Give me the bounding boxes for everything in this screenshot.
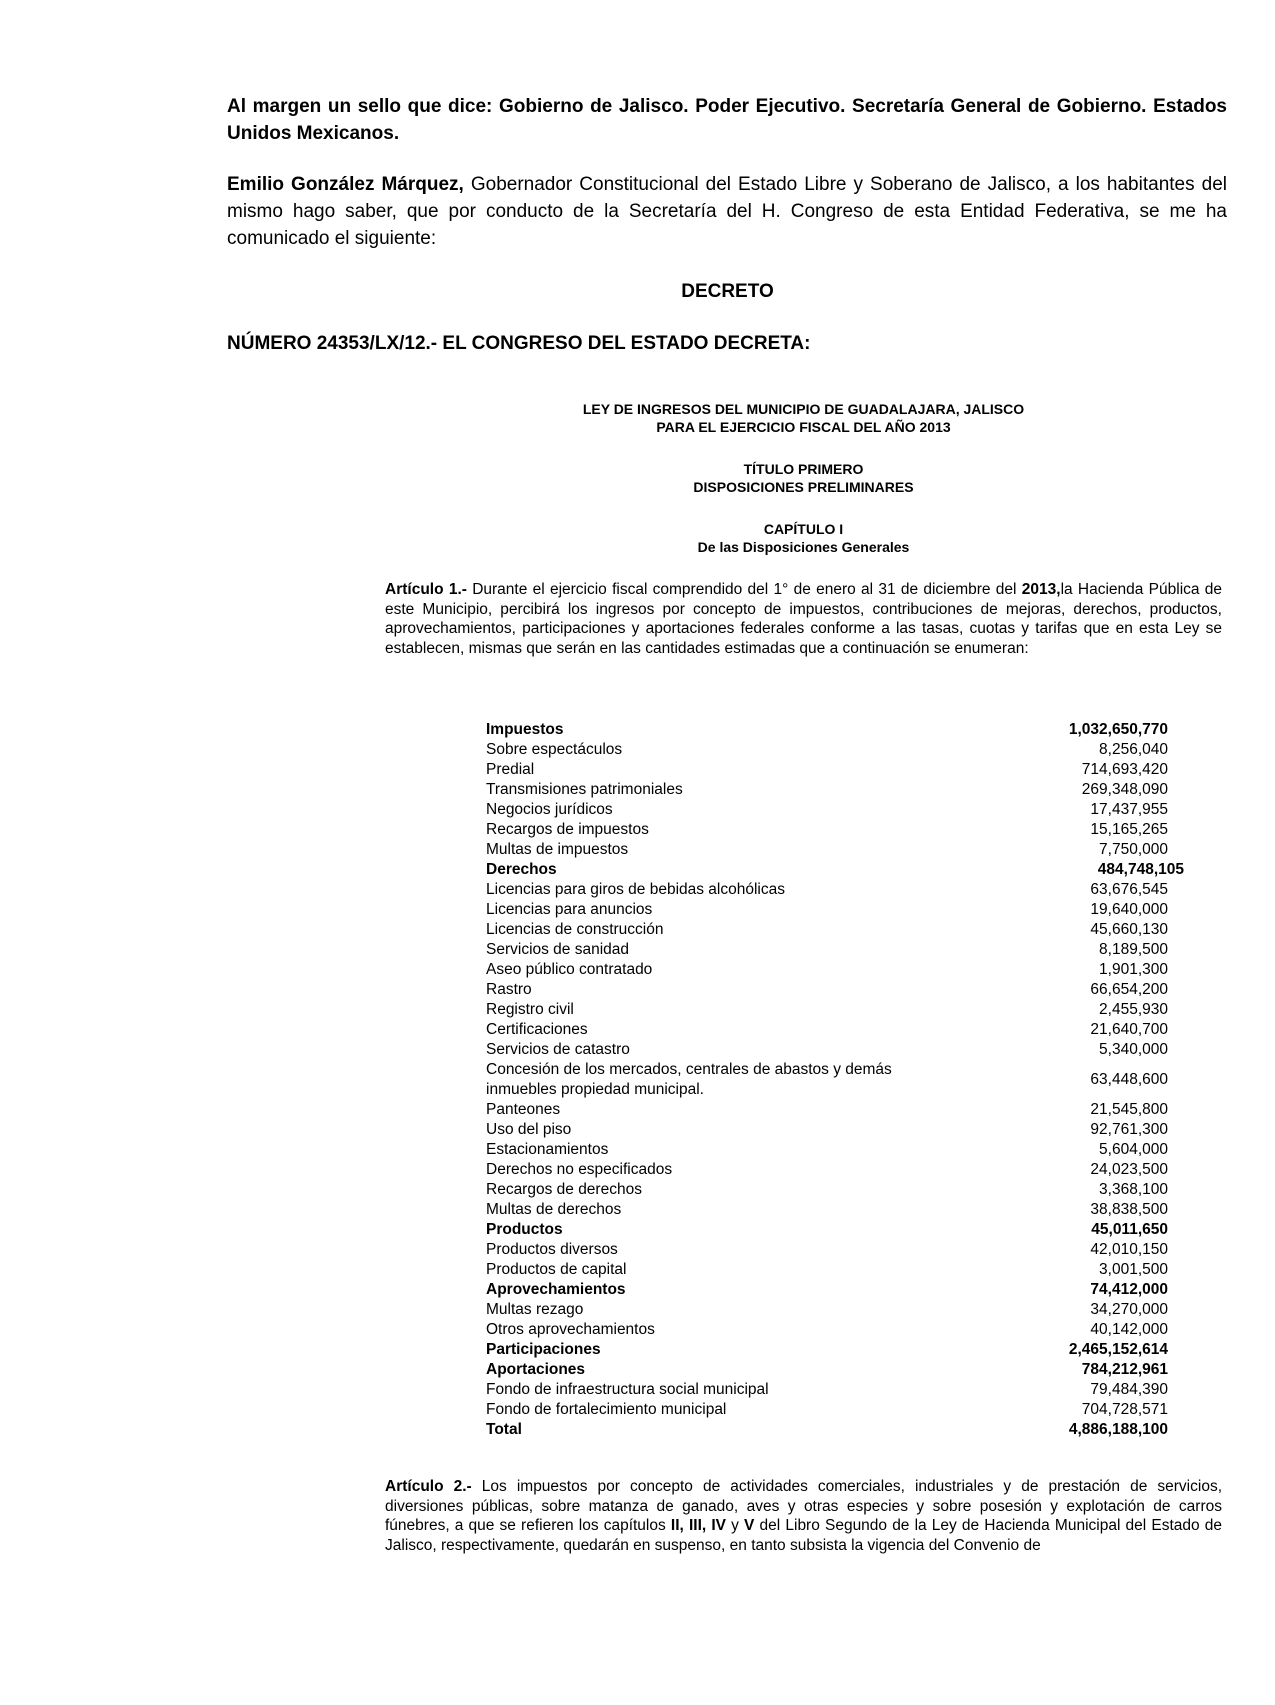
table-row [486, 760, 1168, 780]
income-amount: 1,032,650,770 [1068, 721, 1168, 738]
table-row [486, 1220, 1168, 1240]
promulgation-text: Gobernador Constitucional del Estado Libre y Soberano de Jalisco, a los habitantes del mismo hago saber, que por conducto de la Secretaría del H. Congreso de esta Entidad Federativa, se me ha comunicado el siguiente: [227, 174, 1227, 249]
income-concept: Servicios de catastro [486, 1041, 630, 1058]
table-row [486, 1380, 1168, 1400]
income-amount: 45,011,650 [1091, 1221, 1168, 1238]
income-amount: 19,640,000 [1090, 901, 1168, 918]
table-row [486, 960, 1168, 980]
table-row [486, 1160, 1168, 1180]
article-1-year: 2013, [1021, 581, 1061, 598]
table-row [486, 1200, 1168, 1220]
income-concept: Multas rezago [486, 1301, 584, 1318]
income-concept: Uso del piso [486, 1121, 572, 1138]
decree-heading: DECRETO [681, 281, 774, 302]
income-concept: Multas de impuestos [486, 841, 629, 858]
income-concept: Licencias para giros de bebidas alcohólicas [486, 881, 785, 898]
income-concept: Recargos de derechos [486, 1181, 642, 1198]
income-amount: 17,437,955 [1090, 801, 1168, 818]
income-concept: Registro civil [486, 1001, 574, 1018]
income-amount: 3,001,500 [1099, 1261, 1168, 1278]
income-amount: 784,212,961 [1081, 1361, 1168, 1378]
article-1-label: Artículo 1.- [385, 581, 467, 598]
income-concept: Productos diversos [486, 1241, 618, 1258]
table-row [486, 1120, 1168, 1140]
income-amount: 704,728,571 [1081, 1401, 1168, 1418]
article-2-chapters: II, III, IV [670, 1517, 726, 1534]
income-concept: Concesión de los mercados, centrales de abastos y demás inmuebles propiedad municipal. [486, 1061, 892, 1098]
article-2-label: Artículo 2.- [385, 1478, 472, 1495]
income-amount: 269,348,090 [1081, 781, 1168, 798]
income-concept: Aportaciones [486, 1361, 586, 1378]
article-2 [385, 1477, 1222, 1555]
table-row [486, 820, 1168, 840]
income-concept: Negocios jurídicos [486, 801, 613, 818]
income-amount: 714,693,420 [1081, 761, 1168, 778]
income-amount: 45,660,130 [1090, 921, 1168, 938]
income-concept: Fondo de fortalecimiento municipal [486, 1401, 727, 1418]
income-amount: 21,640,700 [1090, 1021, 1168, 1038]
table-row [486, 1240, 1168, 1260]
income-concept: Estacionamientos [486, 1141, 609, 1158]
income-table-body [486, 720, 1184, 1440]
capitulo-line1: CAPÍTULO I [763, 521, 844, 537]
table-row [486, 1040, 1168, 1060]
income-concept: Impuestos [486, 721, 564, 738]
income-amount: 42,010,150 [1090, 1241, 1168, 1258]
table-row [486, 1420, 1168, 1440]
income-concept: Aseo público contratado [486, 961, 653, 978]
income-concept: Derechos no especificados [486, 1161, 673, 1178]
table-row [486, 860, 1168, 880]
title-heading [385, 460, 1222, 496]
table-row [486, 1140, 1168, 1160]
table-row [486, 780, 1168, 800]
income-amount: 74,412,000 [1090, 1281, 1168, 1298]
income-concept: Servicios de sanidad [486, 941, 630, 958]
income-amount: 34,270,000 [1090, 1301, 1168, 1318]
income-amount: 15,165,265 [1090, 821, 1168, 838]
income-amount: 38,838,500 [1090, 1201, 1168, 1218]
income-concept: Productos de capital [486, 1261, 627, 1278]
table-row [486, 1320, 1168, 1340]
table-row [486, 900, 1168, 920]
table-row [486, 1100, 1168, 1120]
income-amount: 5,340,000 [1099, 1041, 1168, 1058]
titulo-line1: TÍTULO PRIMERO [743, 461, 864, 477]
income-amount: 40,142,000 [1090, 1321, 1168, 1338]
income-amount: 2,455,930 [1099, 1001, 1168, 1018]
income-concept: Transmisiones patrimoniales [486, 781, 683, 798]
table-row [486, 1300, 1168, 1320]
income-table [486, 720, 1184, 1440]
article-2-text-after: del Libro Segundo de la Ley de Hacienda Municipal del Estado de Jalisco, respectivamente, quedarán en suspenso, en tanto subsista la vigencia del Convenio de [385, 1517, 1223, 1554]
table-row [486, 1280, 1168, 1300]
table-row [486, 840, 1168, 860]
table-row [486, 1340, 1168, 1360]
table-row [486, 1360, 1168, 1380]
income-amount: 21,545,800 [1090, 1101, 1168, 1118]
article-2-text-before: Los impuestos por concepto de actividades comerciales, industriales y de prestación de servicios, diversiones públicas, sobre matanza de ganado, aves y otras especies y sobre posesión y explotación de carros fúnebres, a que se refieren los capítulos [385, 1478, 1222, 1534]
income-amount: 484,748,105 [1097, 861, 1184, 878]
income-concept: Recargos de impuestos [486, 821, 649, 838]
income-amount: 66,654,200 [1090, 981, 1168, 998]
article-2-chapter-v: V [744, 1517, 755, 1534]
table-row [486, 920, 1168, 940]
capitulo-line2: De las Disposiciones Generales [697, 539, 910, 555]
income-concept: Derechos [486, 861, 557, 878]
table-row [486, 740, 1168, 760]
income-concept: Sobre espectáculos [486, 741, 623, 758]
law-title [385, 400, 1222, 436]
income-amount: 63,676,545 [1090, 881, 1168, 898]
table-row [486, 1180, 1168, 1200]
income-concept: Fondo de infraestructura social municipal [486, 1381, 769, 1398]
income-concept: Rastro [486, 981, 532, 998]
income-amount: 92,761,300 [1090, 1121, 1168, 1138]
income-amount: 8,189,500 [1099, 941, 1168, 958]
article-1-text-after: la Hacienda Pública de este Municipio, percibirá los ingresos por concepto de impuestos, contribuciones de mejoras, derechos, productos, aprovechamientos, participaciones y aportaciones federales conforme a las tasas, cuotas y tarifas que en esta Ley se establecen, mismas que serán en las cantidades estimadas que a continuación se enumeran: [385, 581, 1223, 657]
income-amount: 4,886,188,100 [1068, 1421, 1168, 1438]
income-concept: Participaciones [486, 1341, 601, 1358]
income-amount: 79,484,390 [1090, 1381, 1168, 1398]
income-concept: Predial [486, 761, 535, 778]
margin-seal-note: Al margen un sello que dice: Gobierno de Jalisco. Poder Ejecutivo. Secretaría General de Gobierno. Estados Unidos Mexicanos. [227, 96, 1227, 144]
table-row [486, 1400, 1168, 1420]
table-row [486, 880, 1168, 900]
table-row [486, 1060, 1168, 1100]
income-concept: Licencias de construcción [486, 921, 664, 938]
article-2-text-mid: y [731, 1517, 739, 1534]
table-row [486, 1020, 1168, 1040]
law-title-line1: LEY DE INGRESOS DEL MUNICIPIO DE GUADALAJARA, JALISCO [582, 401, 1025, 417]
article-1-text-before: Durante el ejercicio fiscal comprendido del 1° de enero al 31 de diciembre del [472, 581, 1017, 598]
income-concept: Aprovechamientos [486, 1281, 626, 1298]
income-concept: Licencias para anuncios [486, 901, 653, 918]
income-amount: 24,023,500 [1090, 1161, 1168, 1178]
table-row [486, 1260, 1168, 1280]
income-amount: 2,465,152,614 [1068, 1341, 1168, 1358]
income-amount: 5,604,000 [1099, 1141, 1168, 1158]
table-row [486, 800, 1168, 820]
table-row [486, 1000, 1168, 1020]
table-row [486, 720, 1168, 740]
governor-name: Emilio González Márquez, [227, 174, 464, 195]
promulgation-paragraph [227, 171, 1227, 252]
table-row [486, 980, 1168, 1000]
table-row [486, 940, 1168, 960]
income-amount: 1,901,300 [1099, 961, 1168, 978]
income-amount: 3,368,100 [1099, 1181, 1168, 1198]
income-amount: 8,256,040 [1099, 741, 1168, 758]
decree-number: NÚMERO 24353/LX/12.- EL CONGRESO DEL ESTADO DECRETA: [227, 333, 811, 354]
article-1 [385, 580, 1222, 658]
income-concept: Panteones [486, 1101, 561, 1118]
income-amount: 7,750,000 [1099, 841, 1168, 858]
income-concept: Certificaciones [486, 1021, 588, 1038]
titulo-line2: DISPOSICIONES PRELIMINARES [693, 479, 914, 495]
income-concept: Productos [486, 1221, 563, 1238]
income-amount: 63,448,600 [1090, 1071, 1168, 1088]
chapter-heading [385, 520, 1222, 556]
income-concept: Otros aprovechamientos [486, 1321, 655, 1338]
income-concept: Multas de derechos [486, 1201, 622, 1218]
income-concept: Total [486, 1421, 522, 1438]
law-title-line2: PARA EL EJERCICIO FISCAL DEL AÑO 2013 [656, 419, 951, 435]
